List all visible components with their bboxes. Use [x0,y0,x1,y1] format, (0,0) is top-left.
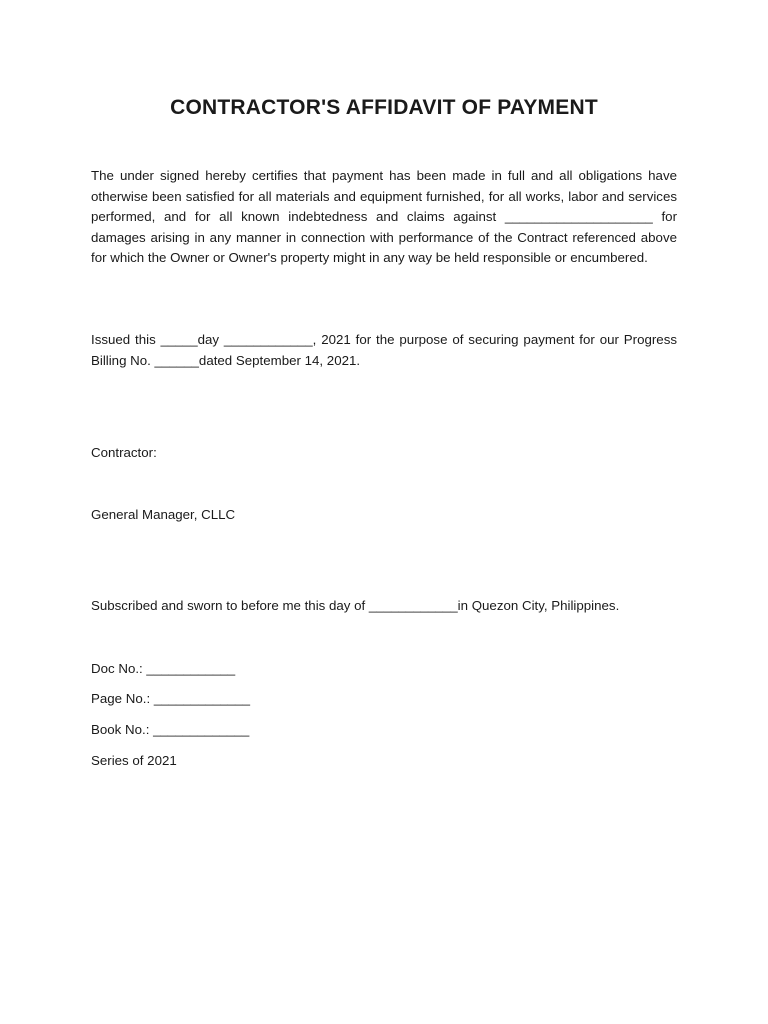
signatory-title: General Manager, CLLC [91,507,236,522]
contractor-label: Contractor: [91,445,157,460]
doc-number-field: Doc No.: ____________ [91,661,236,676]
book-number-field: Book No.: _____________ [91,722,250,737]
jurat-statement: Subscribed and sworn to before me this day of ____________in Quezon City, Philippines. [91,598,620,613]
series-label: Series of 2021 [91,753,177,768]
issuance-paragraph: Issued this _____day ____________, 2021 for the purpose of securing payment for our Progress Billing No. ______dated September 14, 2021. [91,332,677,368]
document-title: CONTRACTOR'S AFFIDAVIT OF PAYMENT [170,96,598,119]
page-number-field: Page No.: _____________ [91,691,250,706]
certification-paragraph: The under signed hereby certifies that payment has been made in full and all obligations have otherwise been satisfied for all materials and equipment furnished, for all works, labor and services performed, and for all known indebtedness and claims against ____________________ for damages arising in any manner in connection with performance of the Contract referenced above for which the Owner or Owner's property might in any way be held responsible or encumbered. [91,168,677,266]
